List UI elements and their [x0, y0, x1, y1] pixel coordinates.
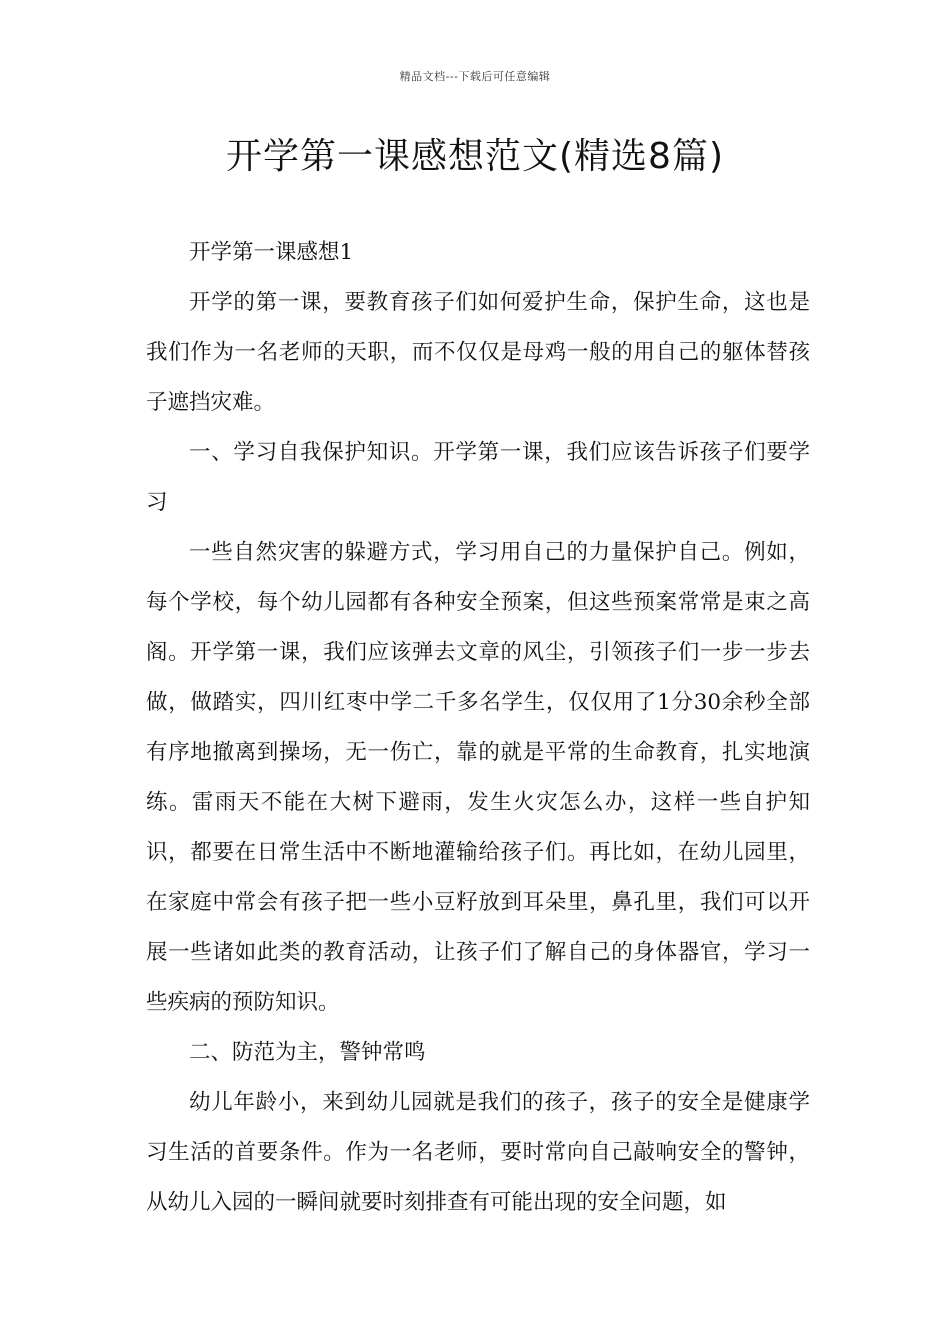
document-title: 开学第一课感想范文(精选8篇)	[226, 136, 724, 177]
paragraph: 幼儿年龄小，来到幼儿园就是我们的孩子，孩子的安全是健康学习生活的首要条件。作为一名老师，要时常向自己敲响安全的警钟，从幼儿入园的一瞬间就要时刻排查有可能出现的安全问题，如	[146, 1090, 810, 1215]
section-heading: 二、防范为主，警钟常鸣	[189, 1040, 426, 1065]
document-body	[146, 228, 810, 1228]
page-header: 精品文档---下载后可任意编辑	[399, 70, 551, 83]
paragraph: 一些自然灾害的躲避方式，学习用自己的力量保护自己。例如，每个学校，每个幼儿园都有各种安全预案，但这些预案常常是束之高阁。开学第一课，我们应该弹去文章的风尘，引领孩子们一步一步去做，做踏实，四川红枣中学二千多名学生，仅仅用了1分30余秒全部有序地撤离到操场，无一伤亡，靠的就是平常的生命教育，扎实地演练。雷雨天不能在大树下避雨，发生火灾怎么办，这样一些自护知识，都要在日常生活中不断地灌输给孩子们。再比如，在幼儿园里，在家庭中常会有孩子把一些小豆籽放到耳朵里，鼻孔里，我们可以开展一些诸如此类的教育活动，让孩子们了解自己的身体器官，学习一些疾病的预防知识。	[146, 540, 810, 1015]
section-heading: 开学第一课感想1	[189, 240, 354, 265]
paragraph: 一、学习自我保护知识。开学第一课，我们应该告诉孩子们要学习	[146, 440, 810, 515]
paragraph: 开学的第一课，要教育孩子们如何爱护生命，保护生命，这也是我们作为一名老师的天职，而不仅仅是母鸡一般的用自己的躯体替孩子遮挡灾难。	[146, 290, 810, 415]
